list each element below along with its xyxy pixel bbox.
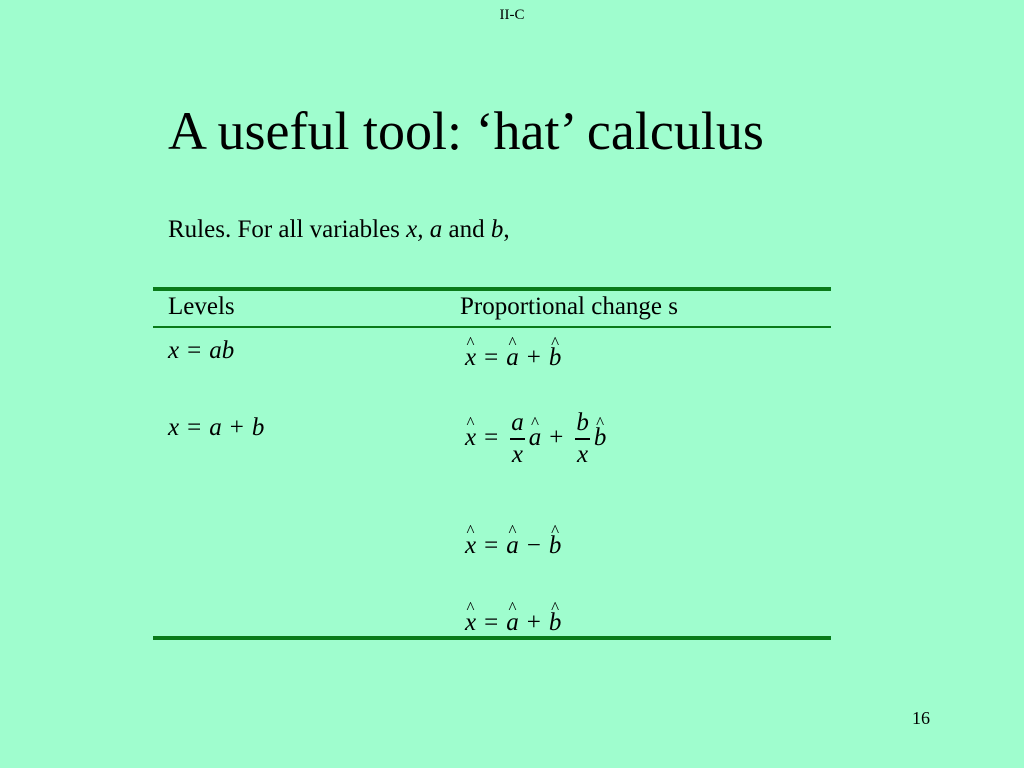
a-hat: ^ a bbox=[506, 609, 519, 637]
a-hat: ^ a bbox=[506, 532, 519, 560]
numerator-a: a bbox=[510, 408, 525, 440]
slide-title: A useful tool: ‘hat’ calculus bbox=[168, 101, 764, 161]
change-equation-product bbox=[465, 344, 561, 372]
a-hat: ^ a bbox=[529, 424, 542, 452]
sym-equals: = bbox=[484, 344, 499, 371]
sym-plus: + bbox=[229, 414, 244, 441]
and-text: and bbox=[442, 216, 491, 243]
table-header-rule bbox=[153, 326, 831, 328]
comma: , bbox=[503, 216, 510, 243]
denominator-x: x bbox=[511, 441, 524, 468]
sym-plus: + bbox=[549, 423, 564, 451]
x-hat: ^ x bbox=[465, 424, 476, 452]
var-a: a bbox=[429, 216, 443, 243]
sym-plus: + bbox=[526, 344, 541, 371]
x-hat: ^ x bbox=[465, 532, 476, 560]
b-hat: ^ b bbox=[594, 424, 607, 452]
levels-column-header: Levels bbox=[168, 293, 235, 320]
var-b: b bbox=[490, 216, 504, 243]
page-number: 16 bbox=[912, 708, 930, 728]
fraction-a-over-x bbox=[510, 408, 525, 470]
numerator-b: b bbox=[575, 408, 590, 440]
proportional-changes-column-header: Proportional change s bbox=[460, 293, 679, 320]
sym-x: x bbox=[168, 337, 180, 364]
var-x: x, bbox=[406, 216, 424, 243]
sym-plus: + bbox=[526, 609, 541, 636]
sym-a: a bbox=[209, 414, 222, 441]
sym-equals: = bbox=[484, 532, 499, 559]
sym-minus: − bbox=[526, 532, 541, 559]
sym-equals: = bbox=[187, 337, 202, 364]
change-equation-difference bbox=[465, 532, 561, 560]
sym-equals: = bbox=[484, 423, 499, 451]
change-equation-sum bbox=[465, 408, 606, 470]
slide-header: II-C bbox=[499, 7, 525, 23]
a-hat: ^ a bbox=[506, 344, 519, 372]
b-hat: ^ b bbox=[549, 532, 562, 560]
sym-b: b bbox=[221, 337, 235, 364]
sym-a: a bbox=[209, 337, 222, 364]
sym-equals: = bbox=[484, 609, 499, 636]
level-equation-sum bbox=[168, 414, 264, 442]
x-hat: ^ x bbox=[465, 609, 476, 637]
table-bottom-rule bbox=[153, 636, 831, 640]
sym-equals: = bbox=[187, 414, 202, 441]
sym-b: b bbox=[251, 414, 265, 441]
sym-x: x bbox=[168, 414, 180, 441]
x-hat: ^ x bbox=[465, 344, 476, 372]
change-equation-quotient bbox=[465, 609, 561, 637]
table-top-rule bbox=[153, 287, 831, 291]
rules-intro bbox=[168, 216, 510, 244]
b-hat: ^ b bbox=[549, 344, 562, 372]
b-hat: ^ b bbox=[549, 609, 562, 637]
level-equation-product bbox=[168, 337, 234, 365]
fraction-b-over-x bbox=[575, 408, 590, 470]
denominator-x: x bbox=[577, 441, 589, 468]
rules-intro-text: Rules. For all variables bbox=[168, 216, 407, 243]
